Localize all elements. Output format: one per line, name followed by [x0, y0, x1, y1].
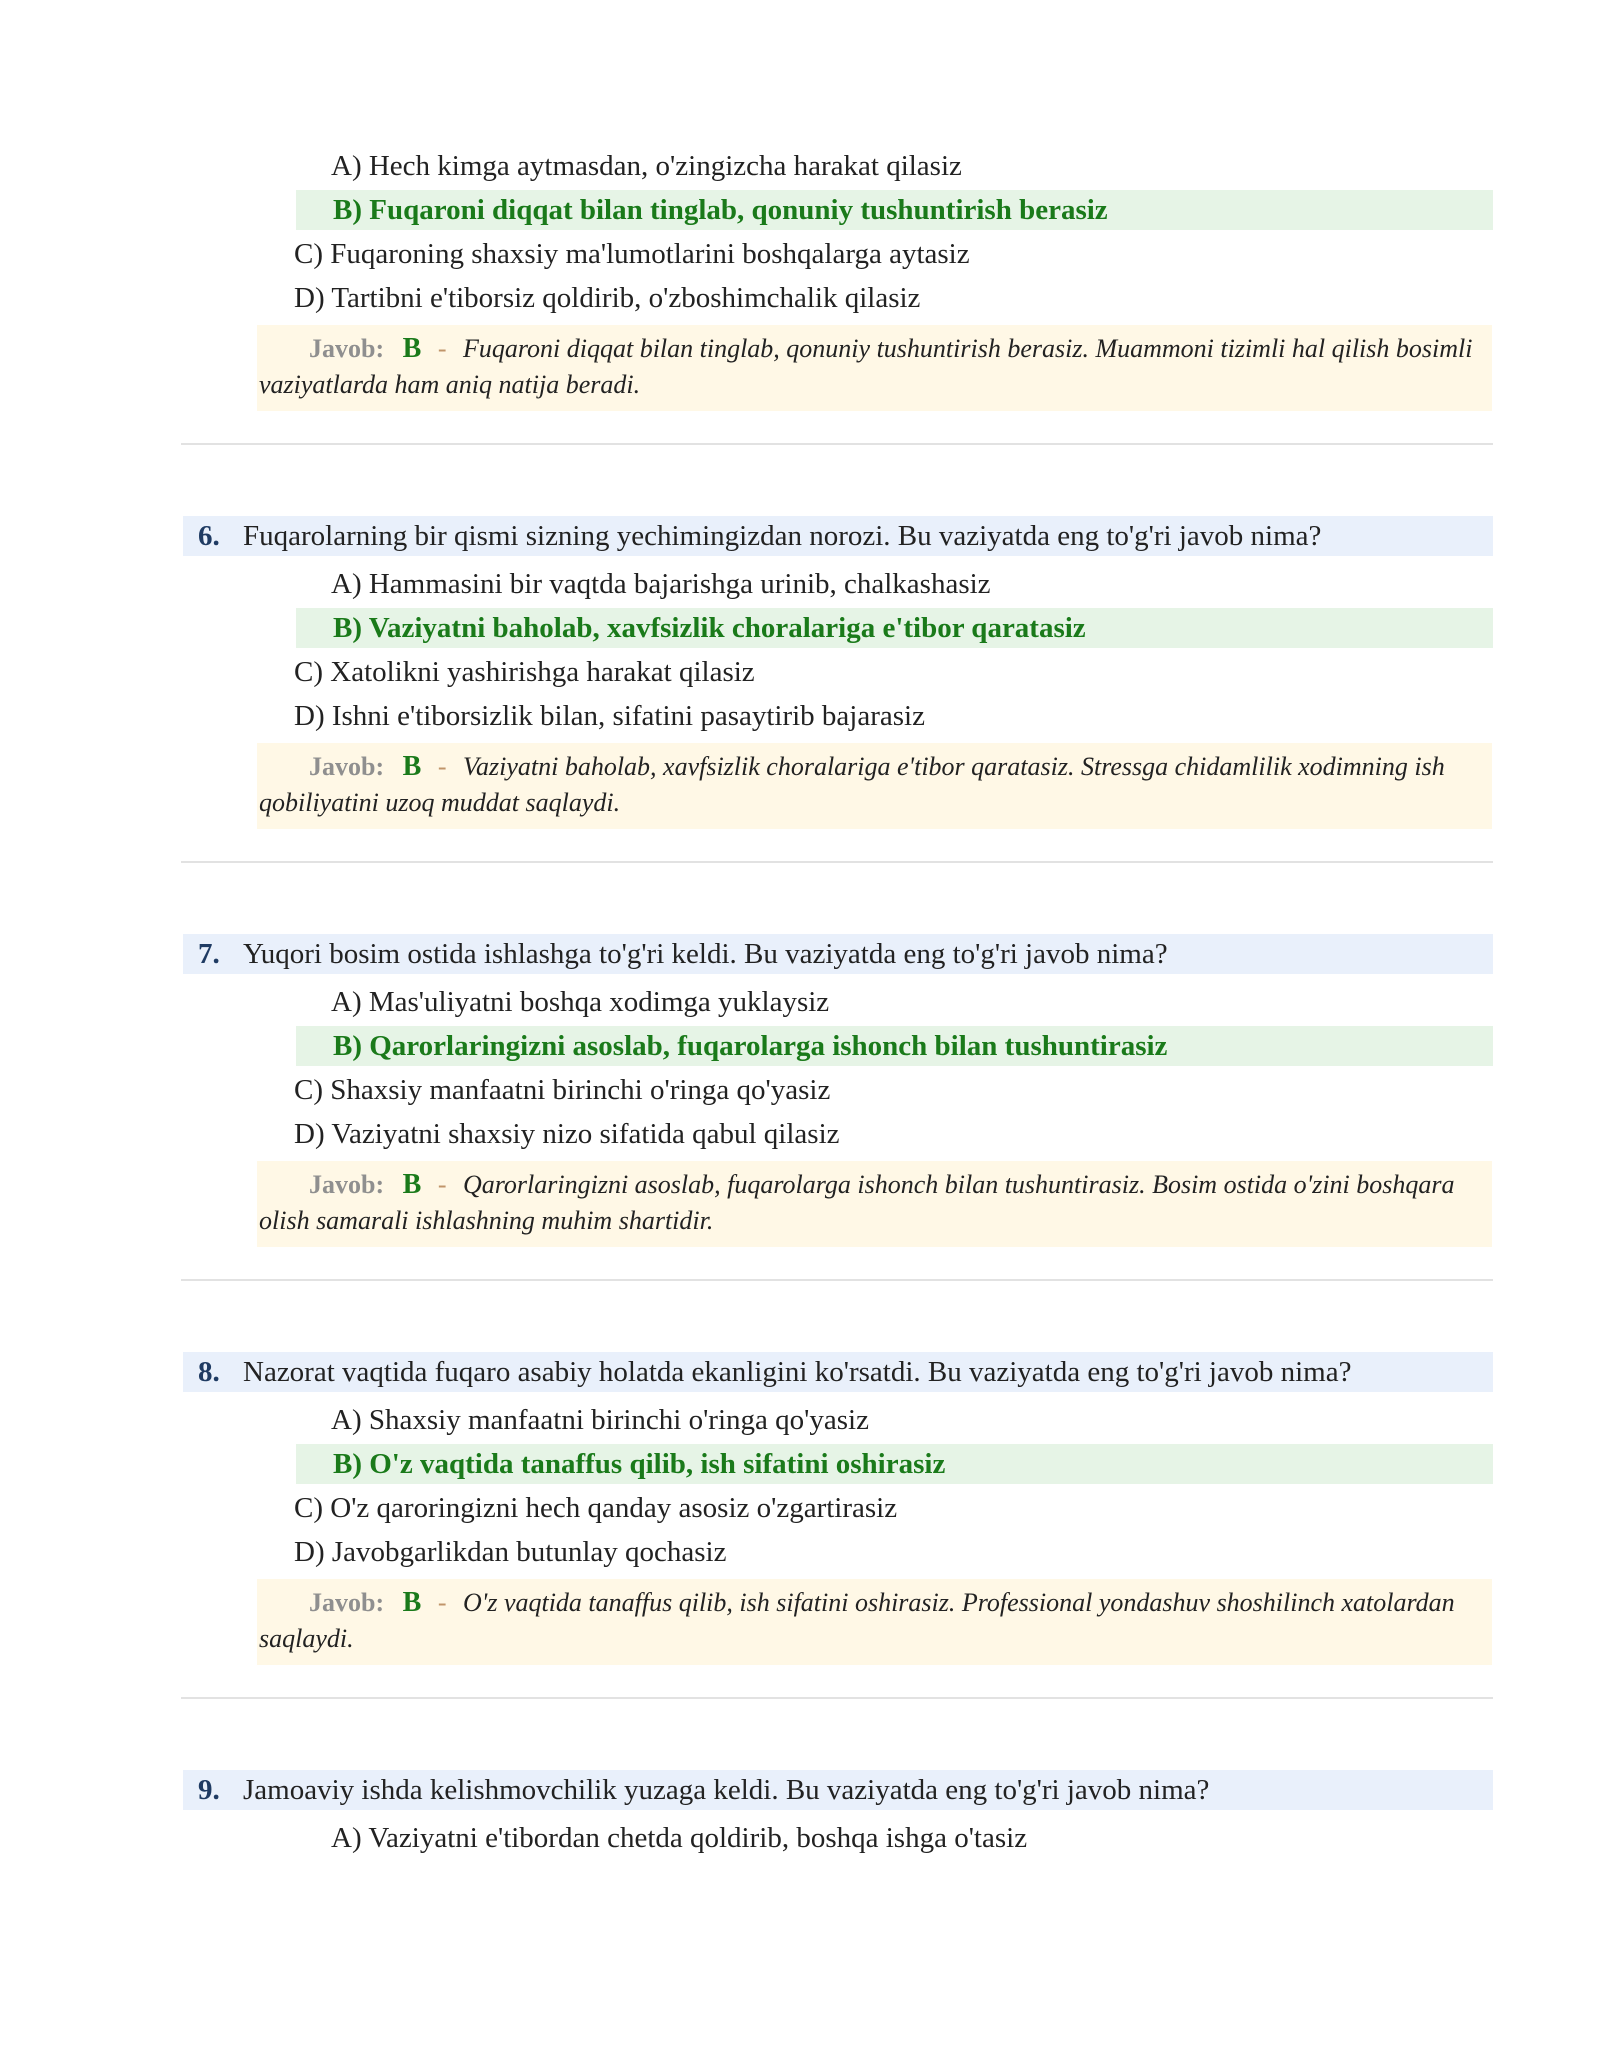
question-header: [183, 934, 1493, 974]
option-d: D) Javobgarlikdan butunlay qochasiz: [294, 1536, 727, 1568]
answer-label: Javob:: [309, 752, 385, 781]
option-c: C) O'z qaroringizni hech qanday asosiz o'zgartirasiz: [294, 1492, 898, 1524]
option-b-correct: [296, 190, 1493, 230]
option-a: A) Vaziyatni e'tibordan chetda qoldirib, boshqa ishga o'tasiz: [331, 1822, 1028, 1854]
answer-dash: -: [437, 334, 447, 363]
answer-explanation: Fuqaroni diqqat bilan tinglab, qonuniy tushuntirish berasiz. Muammoni tizimli hal qilish bosimli vaziyatlarda ham aniq natija beradi.: [259, 334, 1473, 399]
answer-label: Javob:: [309, 1170, 385, 1199]
divider: [181, 1279, 1493, 1281]
answer-letter: B: [402, 751, 422, 782]
option-a: A) Hammasini bir vaqtda bajarishga urinib, chalkashasiz: [331, 568, 991, 600]
answer-letter: B: [402, 333, 422, 364]
option-b-label: B) O'z vaqtida tanaffus qilib, ish sifatini oshirasiz: [333, 1448, 946, 1480]
answer-letter: B: [402, 1587, 422, 1618]
option-d: D) Tartibni e'tiborsiz qoldirib, o'zboshimchalik qilasiz: [294, 282, 921, 314]
question-text: Nazorat vaqtida fuqaro asabiy holatda ekanligini ko'rsatdi. Bu vaziyatda eng to'g'ri javob nima?: [243, 1356, 1352, 1388]
answer-box: [257, 325, 1492, 411]
question-number: 8.: [198, 1356, 220, 1388]
answer-dash: -: [437, 1170, 447, 1199]
option-b-correct: [296, 1444, 1493, 1484]
question-header: [183, 1352, 1493, 1392]
option-a: A) Shaxsiy manfaatni birinchi o'ringa qo'yasiz: [331, 1404, 869, 1436]
option-b-label: B) Vaziyatni baholab, xavfsizlik choralariga e'tibor qaratasiz: [333, 612, 1086, 644]
option-b-label: B) Fuqaroni diqqat bilan tinglab, qonuniy tushuntirish berasiz: [333, 194, 1108, 226]
answer-box: [257, 1161, 1492, 1247]
question-text: Fuqarolarning bir qismi sizning yechimingizdan norozi. Bu vaziyatda eng to'g'ri javob nima?: [243, 520, 1322, 552]
question-number: 7.: [198, 938, 220, 970]
option-c: C) Xatolikni yashirishga harakat qilasiz: [294, 656, 755, 688]
option-a: A) Hech kimga aytmasdan, o'zingizcha harakat qilasiz: [331, 150, 962, 182]
option-b-correct: [296, 608, 1493, 648]
question-header: [183, 1770, 1493, 1810]
answer-explanation: Vaziyatni baholab, xavfsizlik choralariga e'tibor qaratasiz. Stressga chidamlilik xodimning ish qobiliyatini uzoq muddat saqlaydi.: [259, 752, 1445, 817]
option-a: A) Mas'uliyatni boshqa xodimga yuklaysiz: [331, 986, 830, 1018]
option-b-correct: [296, 1026, 1493, 1066]
answer-dash: -: [437, 1588, 447, 1617]
question-text: Jamoaviy ishda kelishmovchilik yuzaga keldi. Bu vaziyatda eng to'g'ri javob nima?: [243, 1774, 1210, 1806]
option-d: D) Ishni e'tiborsizlik bilan, sifatini pasaytirib bajarasiz: [294, 700, 925, 732]
answer-box: [257, 743, 1492, 829]
option-d: D) Vaziyatni shaxsiy nizo sifatida qabul qilasiz: [294, 1118, 840, 1150]
question-number: 9.: [198, 1774, 220, 1806]
answer-dash: -: [437, 752, 447, 781]
answer-label: Javob:: [309, 334, 385, 363]
option-c: C) Fuqaroning shaxsiy ma'lumotlarini boshqalarga aytasiz: [294, 238, 970, 270]
answer-box: [257, 1579, 1492, 1665]
question-text: Yuqori bosim ostida ishlashga to'g'ri keldi. Bu vaziyatda eng to'g'ri javob nima?: [243, 938, 1168, 970]
option-b-label: B) Qarorlaringizni asoslab, fuqarolarga ishonch bilan tushuntirasiz: [333, 1030, 1168, 1062]
question-number: 6.: [198, 520, 220, 552]
answer-label: Javob:: [309, 1588, 385, 1617]
divider: [181, 443, 1493, 445]
option-c: C) Shaxsiy manfaatni birinchi o'ringa qo'yasiz: [294, 1074, 831, 1106]
divider: [181, 1697, 1493, 1699]
answer-explanation: O'z vaqtida tanaffus qilib, ish sifatini oshirasiz. Professional yondashuv shoshilinch xatolardan saqlaydi.: [259, 1588, 1455, 1653]
answer-explanation: Qarorlaringizni asoslab, fuqarolarga ishonch bilan tushuntirasiz. Bosim ostida o'zini boshqara olish samarali ishlashning muhim shartidir.: [259, 1170, 1455, 1235]
answer-letter: B: [402, 1169, 422, 1200]
divider: [181, 861, 1493, 863]
question-header: [183, 516, 1493, 556]
